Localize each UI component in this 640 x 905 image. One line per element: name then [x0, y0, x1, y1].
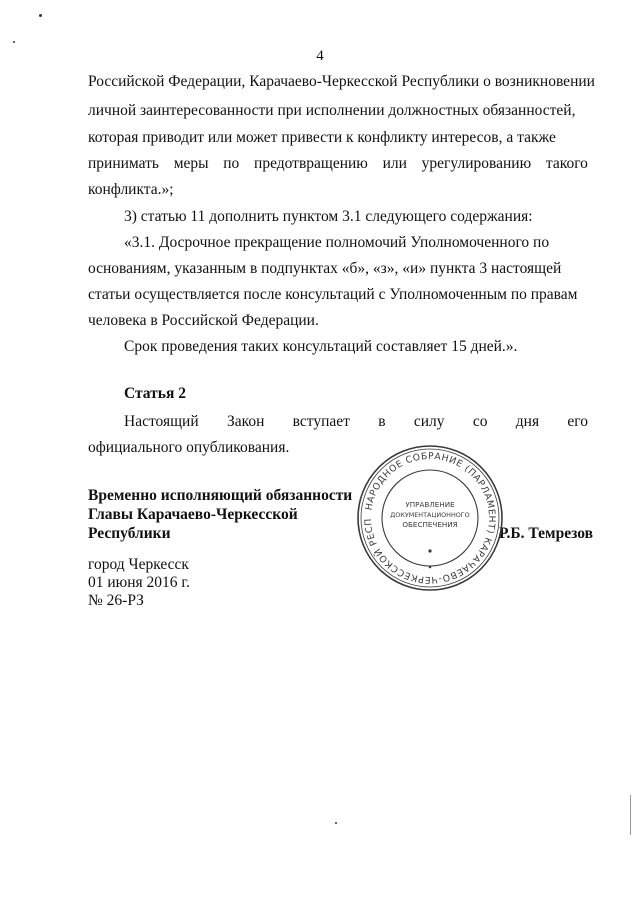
signatory-title-line: Временно исполняющий обязанности [88, 487, 353, 504]
seal-graphic [355, 443, 505, 593]
signatory-title-line: Главы Карачаево-Черкесской [88, 506, 298, 523]
consultation-term: Срок проведения таких консультаций составляет 15 дней.». [124, 338, 518, 355]
text-line: личной заинтересованности при исполнении должностных обязанностей, [88, 102, 576, 119]
text-line: человека в Российской Федерации. [88, 312, 319, 329]
official-seal [355, 443, 505, 593]
word: Настоящий [124, 413, 199, 430]
word: предотвращению [254, 155, 368, 172]
word: по [223, 155, 240, 172]
article-2-line [124, 412, 588, 432]
date: 01 июня 2016 г. [88, 574, 190, 591]
article-2-heading: Статья 2 [124, 385, 186, 402]
signatory-title-line: Республики [88, 525, 171, 542]
word: принимать [88, 155, 159, 172]
seal-center-line: УПРАВЛЕНИЕ [405, 500, 455, 509]
page-number: 4 [316, 48, 324, 64]
word: дня [515, 413, 540, 430]
word: меры [173, 155, 209, 172]
word: урегулированию [421, 155, 532, 172]
scan-speck [39, 14, 42, 17]
scan-edge-mark [630, 795, 631, 835]
text-line: Российской Федерации, Карачаево-Черкесской Республики о возникновении [88, 73, 595, 90]
justified-line [88, 154, 588, 174]
city: город Черкесск [88, 556, 189, 573]
text-line: «3.1. Досрочное прекращение полномочий Уполномоченного по [124, 234, 550, 251]
seal-outer-text: НАРОДНОЕ СОБРАНИЕ (ПАРЛАМЕНТ) КАРАЧАЕВО-ЧЕРКЕССКОЙ РЕСП [362, 450, 498, 586]
amendment-item-3: 3) статью 11 дополнить пунктом 3.1 следующего содержания: [124, 208, 533, 225]
word: Закон [226, 413, 265, 430]
text-line: которая приводит или может привести к конфликту интересов, а также [88, 129, 556, 146]
word: со [472, 413, 488, 430]
text-line: основаниям, указанным в подпунктах «б», «з», «и» пункта 3 настоящей [88, 260, 562, 277]
word: или [382, 155, 407, 172]
word: вступает [292, 413, 350, 430]
word: в [378, 413, 386, 430]
seal-center-line: ОБЕСПЕЧЕНИЯ [402, 520, 458, 529]
word: его [567, 413, 588, 430]
seal-center-line: ДОКУМЕНТАЦИОННОГО [390, 511, 470, 519]
scan-speck [335, 822, 337, 824]
text-line: статьи осуществляется после консультаций с Уполномоченным по правам [88, 286, 578, 303]
text-line: конфликта.»; [88, 181, 174, 198]
law-number: № 26-РЗ [88, 592, 144, 609]
word: силу [413, 413, 445, 430]
text-line: официального опубликования. [88, 439, 290, 456]
signatory-name: Р.Б. Темрезов [499, 525, 593, 542]
word: такого [545, 155, 588, 172]
scan-speck [13, 41, 15, 43]
